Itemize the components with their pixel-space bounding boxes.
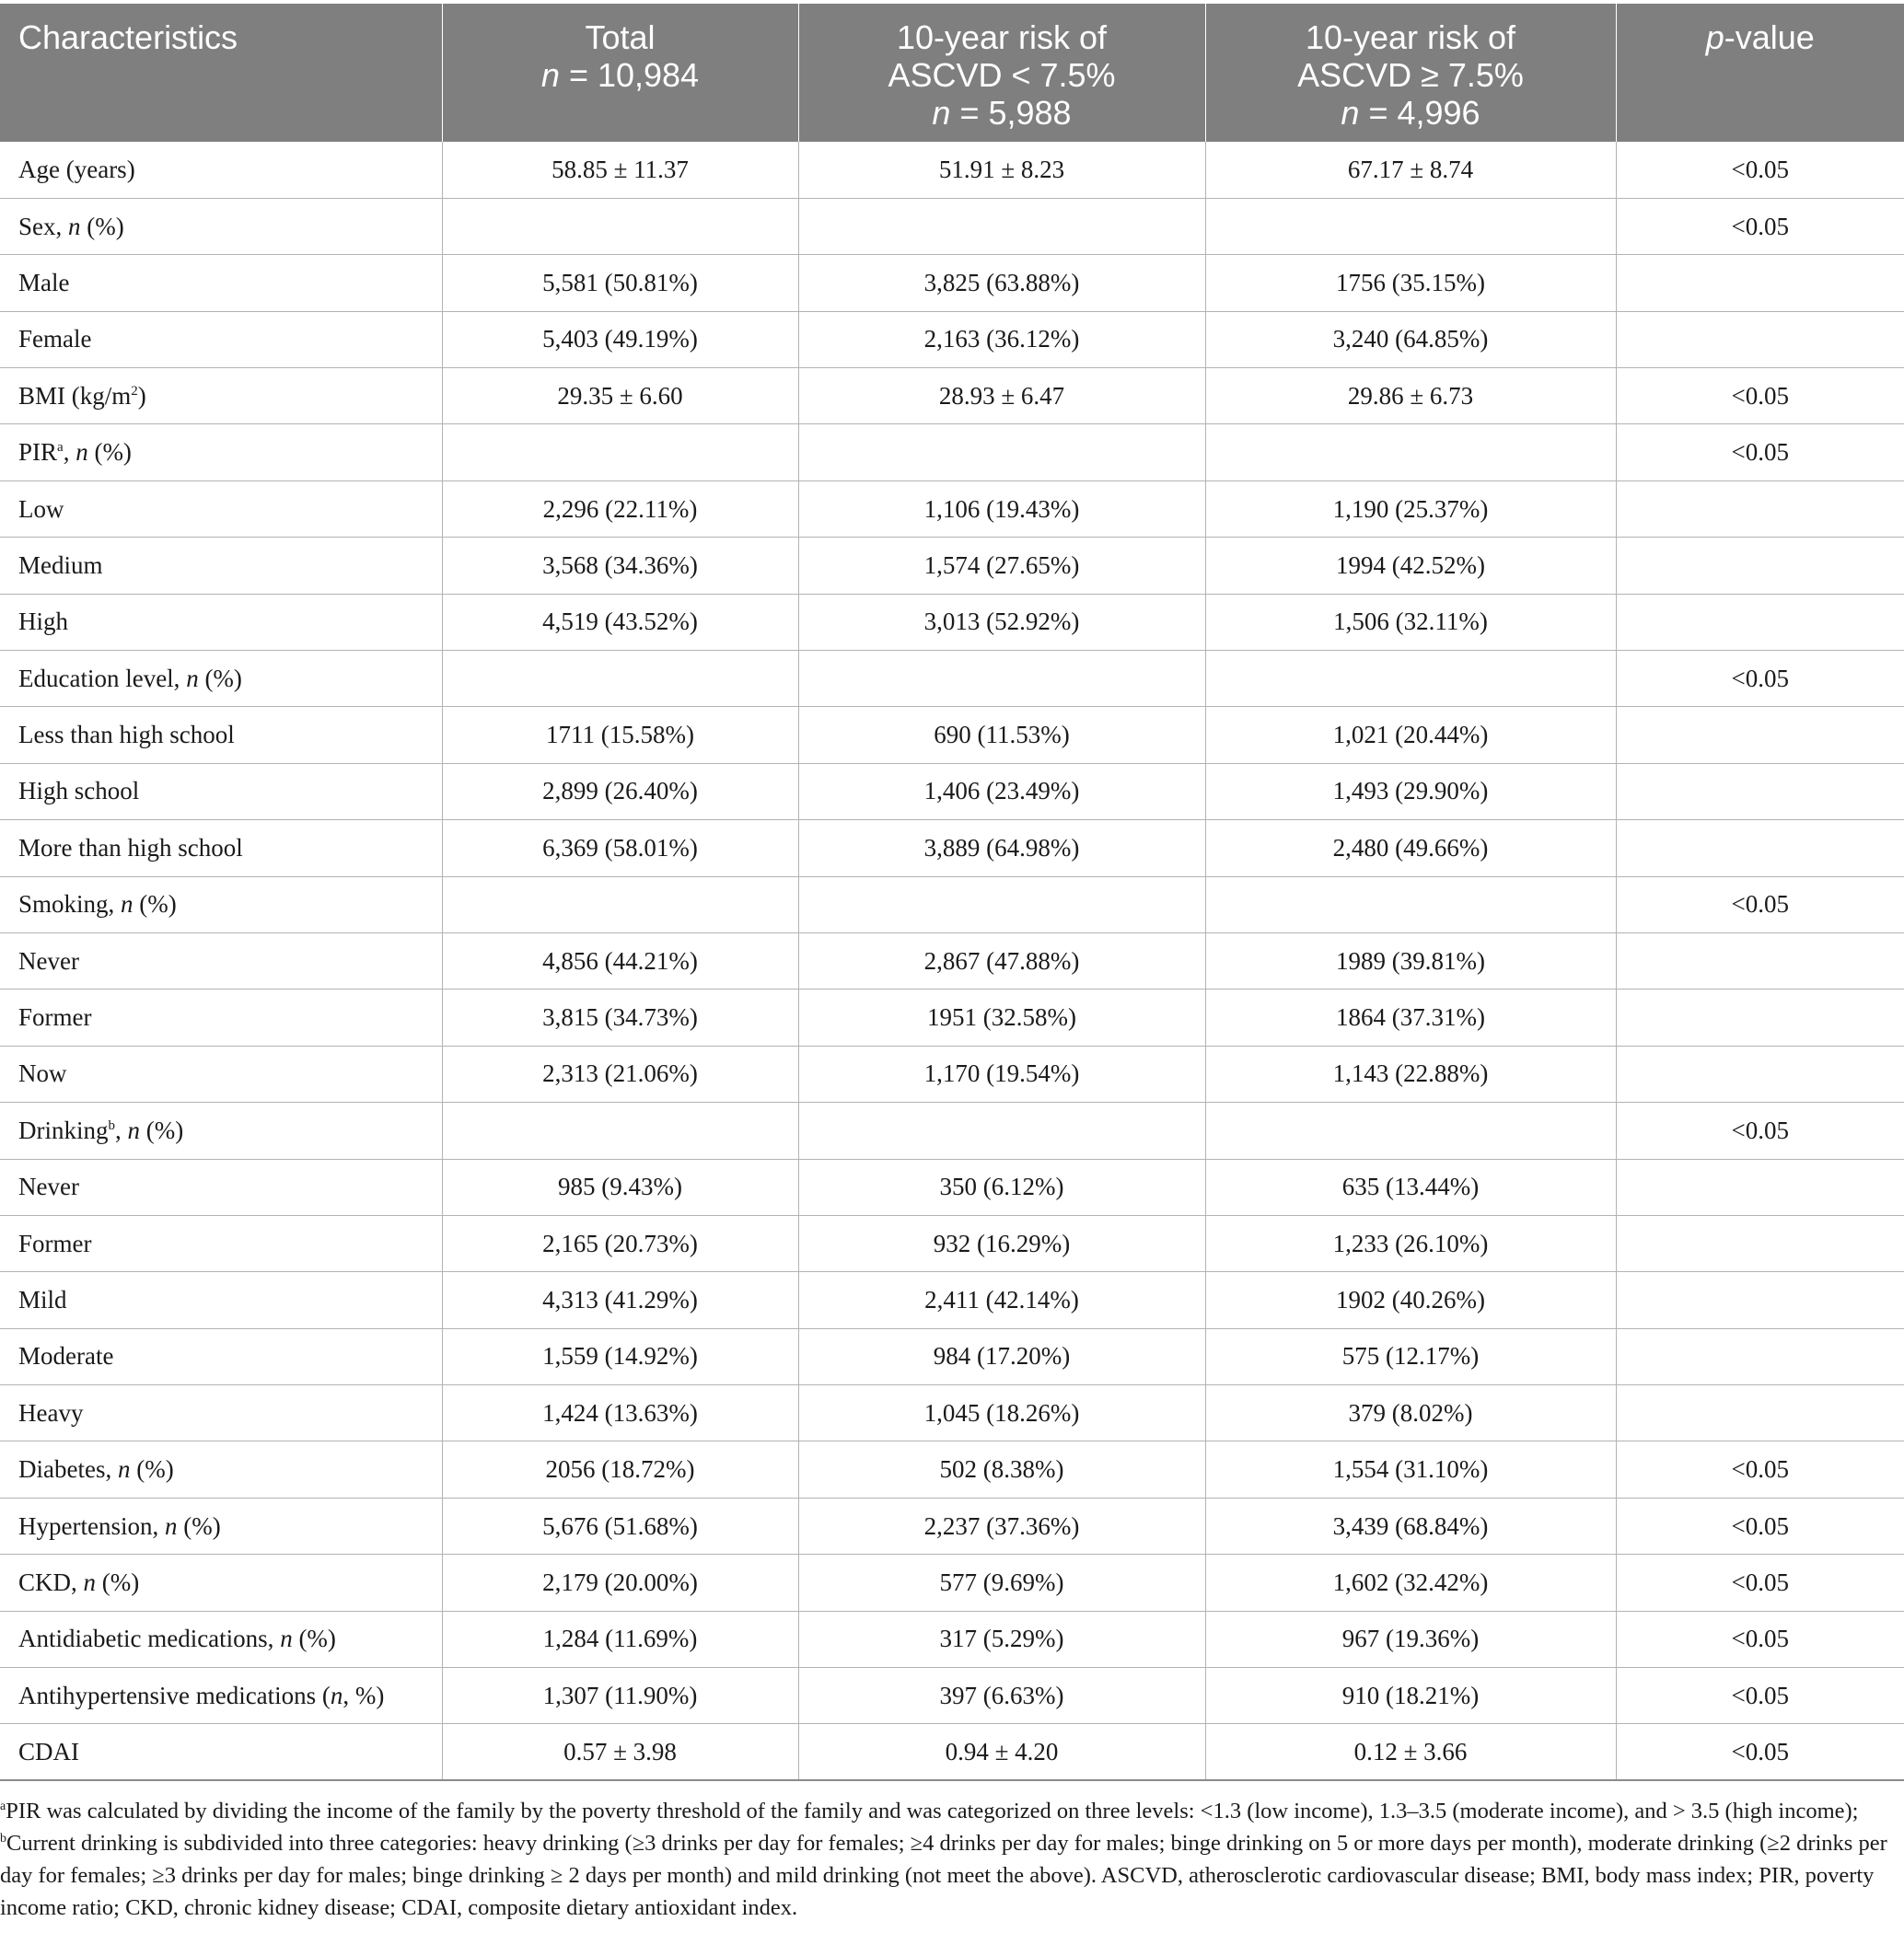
table-row bbox=[0, 1724, 1904, 1780]
row-label: PIR$^a$, n (%) bbox=[0, 424, 442, 480]
row-label: Smoking, n (%) bbox=[0, 876, 442, 932]
table-cell: 1,021 (20.44%) bbox=[1205, 707, 1616, 763]
table-cell: 577 (9.69%) bbox=[798, 1555, 1205, 1611]
table-row bbox=[0, 1441, 1904, 1498]
table-row bbox=[0, 820, 1904, 876]
column-header-line: 10-year risk of bbox=[1305, 18, 1516, 56]
table-cell: 6,369 (58.01%) bbox=[442, 820, 798, 876]
row-label: Male bbox=[0, 255, 442, 311]
table-cell: 397 (6.63%) bbox=[798, 1668, 1205, 1724]
table-cell: 1,190 (25.37%) bbox=[1205, 480, 1616, 537]
table-cell bbox=[442, 424, 798, 480]
row-label: Female bbox=[0, 311, 442, 367]
table-cell: <0.05 bbox=[1616, 876, 1904, 932]
table-cell bbox=[1616, 1215, 1904, 1271]
table-cell bbox=[1205, 651, 1616, 707]
table-cell: 3,439 (68.84%) bbox=[1205, 1498, 1616, 1554]
table-cell: 1989 (39.81%) bbox=[1205, 932, 1616, 989]
table-cell bbox=[1616, 820, 1904, 876]
table-row bbox=[0, 480, 1904, 537]
row-label: Former bbox=[0, 990, 442, 1046]
table-cell: 4,856 (44.21%) bbox=[442, 932, 798, 989]
table-cell: 2,313 (21.06%) bbox=[442, 1046, 798, 1102]
header-row bbox=[0, 4, 1904, 142]
table-cell bbox=[1616, 311, 1904, 367]
table-cell: <0.05 bbox=[1616, 1441, 1904, 1498]
table-cell: 1951 (32.58%) bbox=[798, 990, 1205, 1046]
table-row bbox=[0, 255, 1904, 311]
table-cell: 1,106 (19.43%) bbox=[798, 480, 1205, 537]
table-cell: 2,163 (36.12%) bbox=[798, 311, 1205, 367]
column-header bbox=[0, 4, 442, 142]
table-cell bbox=[1616, 594, 1904, 650]
row-label: CKD, n (%) bbox=[0, 1555, 442, 1611]
row-label: Former bbox=[0, 1215, 442, 1271]
table-cell: 1,554 (31.10%) bbox=[1205, 1441, 1616, 1498]
table-cell: 1,143 (22.88%) bbox=[1205, 1046, 1616, 1102]
column-header-line: 10-year risk of bbox=[896, 18, 1108, 56]
table-cell: 67.17 ± 8.74 bbox=[1205, 142, 1616, 198]
column-header bbox=[442, 4, 798, 142]
row-label: High bbox=[0, 594, 442, 650]
table-row bbox=[0, 142, 1904, 198]
row-label: Sex, n (%) bbox=[0, 198, 442, 254]
column-header bbox=[1205, 4, 1616, 142]
table-cell: 910 (18.21%) bbox=[1205, 1668, 1616, 1724]
table-cell bbox=[798, 876, 1205, 932]
row-label: Age (years) bbox=[0, 142, 442, 198]
table-cell: 1,233 (26.10%) bbox=[1205, 1215, 1616, 1271]
table-row bbox=[0, 1328, 1904, 1384]
row-label: High school bbox=[0, 763, 442, 819]
table-cell bbox=[442, 198, 798, 254]
row-label: Never bbox=[0, 932, 442, 989]
column-header-line: ASCVD ≥ 7.5% bbox=[1297, 56, 1524, 94]
table-cell: 58.85 ± 11.37 bbox=[442, 142, 798, 198]
table-cell: 3,240 (64.85%) bbox=[1205, 311, 1616, 367]
table-cell bbox=[1616, 538, 1904, 594]
table-cell bbox=[1616, 763, 1904, 819]
table-cell: 985 (9.43%) bbox=[442, 1159, 798, 1215]
characteristics-table bbox=[0, 4, 1904, 1781]
row-label: Drinking$^b$, n (%) bbox=[0, 1103, 442, 1159]
table-cell: <0.05 bbox=[1616, 1498, 1904, 1554]
table-cell: <0.05 bbox=[1616, 142, 1904, 198]
row-label: Antihypertensive medications (n, %) bbox=[0, 1668, 442, 1724]
table-cell bbox=[1616, 1159, 1904, 1215]
table-cell bbox=[1205, 424, 1616, 480]
table-cell: 4,519 (43.52%) bbox=[442, 594, 798, 650]
table-cell bbox=[1616, 990, 1904, 1046]
table-cell: 29.35 ± 6.60 bbox=[442, 368, 798, 424]
table-cell: 1711 (15.58%) bbox=[442, 707, 798, 763]
table-cell bbox=[1616, 1328, 1904, 1384]
row-label: Moderate bbox=[0, 1328, 442, 1384]
table-cell: 317 (5.29%) bbox=[798, 1611, 1205, 1667]
table-row bbox=[0, 1555, 1904, 1611]
table-cell: 1,406 (23.49%) bbox=[798, 763, 1205, 819]
table-row bbox=[0, 1498, 1904, 1554]
column-header-line: n = 10,984 bbox=[540, 56, 700, 94]
table-cell: 29.86 ± 6.73 bbox=[1205, 368, 1616, 424]
table-cell: 5,676 (51.68%) bbox=[442, 1498, 798, 1554]
table-cell: 350 (6.12%) bbox=[798, 1159, 1205, 1215]
table-row bbox=[0, 538, 1904, 594]
table-cell: 1,307 (11.90%) bbox=[442, 1668, 798, 1724]
table-cell: 967 (19.36%) bbox=[1205, 1611, 1616, 1667]
table-cell: <0.05 bbox=[1616, 651, 1904, 707]
table-cell bbox=[1205, 1103, 1616, 1159]
table-cell bbox=[1616, 1385, 1904, 1441]
table-container bbox=[0, 4, 1904, 1781]
row-label: Medium bbox=[0, 538, 442, 594]
table-footnote: $^a$PIR was calculated by dividing the income of the family by the poverty threshold of the family and was categorized on three levels: <1.3 (low income), 1.3–3.5 (moderate income), and > 3.5 (high income); $^b$Current drinking is subdivided into three categories: heavy drinking (≥3 drinks per day for females; ≥4 drinks per day for males; binge drinking on 5 or more days per month), moderate drinking (≥2 drinks per day for females; ≥3 drinks per day for males; binge drinking ≥ 2 days per month) and mild drinking (not meet the above). ASCVD, atherosclerotic cardiovascular disease; BMI, body mass index; PIR, poverty income ratio; CKD, chronic kidney disease; CDAI, composite dietary antioxidant index. bbox=[0, 1799, 1887, 1920]
row-label: Mild bbox=[0, 1272, 442, 1328]
table-cell: 1,424 (13.63%) bbox=[442, 1385, 798, 1441]
column-header bbox=[798, 4, 1205, 142]
table-cell bbox=[1616, 480, 1904, 537]
table-cell: 51.91 ± 8.23 bbox=[798, 142, 1205, 198]
row-label: More than high school bbox=[0, 820, 442, 876]
table-cell: 1,506 (32.11%) bbox=[1205, 594, 1616, 650]
table-cell: 2,867 (47.88%) bbox=[798, 932, 1205, 989]
table-cell: 3,013 (52.92%) bbox=[798, 594, 1205, 650]
table-cell: 690 (11.53%) bbox=[798, 707, 1205, 763]
table-row bbox=[0, 1215, 1904, 1271]
table-cell bbox=[442, 651, 798, 707]
column-header-line: Total bbox=[585, 18, 656, 56]
row-label: Hypertension, n (%) bbox=[0, 1498, 442, 1554]
table-cell: <0.05 bbox=[1616, 198, 1904, 254]
table-cell bbox=[1205, 198, 1616, 254]
table-row bbox=[0, 651, 1904, 707]
table-cell: <0.05 bbox=[1616, 1724, 1904, 1780]
table-cell: 1,045 (18.26%) bbox=[798, 1385, 1205, 1441]
table-cell: 2,480 (49.66%) bbox=[1205, 820, 1616, 876]
row-label: Heavy bbox=[0, 1385, 442, 1441]
table-cell bbox=[798, 651, 1205, 707]
table-cell: 2,165 (20.73%) bbox=[442, 1215, 798, 1271]
table-cell: 1,493 (29.90%) bbox=[1205, 763, 1616, 819]
table-row bbox=[0, 707, 1904, 763]
row-label: Now bbox=[0, 1046, 442, 1102]
table-cell: <0.05 bbox=[1616, 368, 1904, 424]
table-cell: 1,170 (19.54%) bbox=[798, 1046, 1205, 1102]
table-cell: 0.94 ± 4.20 bbox=[798, 1724, 1205, 1780]
row-label: Less than high school bbox=[0, 707, 442, 763]
table-cell bbox=[1616, 932, 1904, 989]
table-row bbox=[0, 1385, 1904, 1441]
column-header-line: ASCVD < 7.5% bbox=[888, 56, 1116, 94]
table-cell: 2,899 (26.40%) bbox=[442, 763, 798, 819]
table-cell: 3,825 (63.88%) bbox=[798, 255, 1205, 311]
column-header-line: Characteristics bbox=[18, 18, 238, 56]
table-row bbox=[0, 424, 1904, 480]
table-cell: 5,403 (49.19%) bbox=[442, 311, 798, 367]
table-cell: 2056 (18.72%) bbox=[442, 1441, 798, 1498]
table-cell: 502 (8.38%) bbox=[798, 1441, 1205, 1498]
table-row bbox=[0, 763, 1904, 819]
row-label: Antidiabetic medications, n (%) bbox=[0, 1611, 442, 1667]
table-row bbox=[0, 594, 1904, 650]
table-row bbox=[0, 1159, 1904, 1215]
column-header bbox=[1616, 4, 1904, 142]
table-cell bbox=[1205, 876, 1616, 932]
table-cell: 5,581 (50.81%) bbox=[442, 255, 798, 311]
table-cell: <0.05 bbox=[1616, 1611, 1904, 1667]
table-cell: 984 (17.20%) bbox=[798, 1328, 1205, 1384]
table-cell: 1902 (40.26%) bbox=[1205, 1272, 1616, 1328]
table-row bbox=[0, 1668, 1904, 1724]
table-row bbox=[0, 1103, 1904, 1159]
column-header-line: n = 4,996 bbox=[1341, 94, 1480, 132]
table-row bbox=[0, 932, 1904, 989]
table-row bbox=[0, 990, 1904, 1046]
table-cell bbox=[1616, 255, 1904, 311]
column-header-line: p-value bbox=[1705, 18, 1815, 56]
row-label: Low bbox=[0, 480, 442, 537]
table-row bbox=[0, 1272, 1904, 1328]
row-label: Education level, n (%) bbox=[0, 651, 442, 707]
table-body bbox=[0, 142, 1904, 1780]
table-cell bbox=[1616, 707, 1904, 763]
table-cell: 635 (13.44%) bbox=[1205, 1159, 1616, 1215]
table-cell bbox=[798, 1103, 1205, 1159]
table-cell: 1,574 (27.65%) bbox=[798, 538, 1205, 594]
table-cell bbox=[798, 198, 1205, 254]
table-cell: <0.05 bbox=[1616, 1103, 1904, 1159]
table-cell bbox=[442, 876, 798, 932]
row-label: BMI $(kg/m^2)$ bbox=[0, 368, 442, 424]
table-row bbox=[0, 198, 1904, 254]
table-cell: 1,284 (11.69%) bbox=[442, 1611, 798, 1667]
table-cell bbox=[442, 1103, 798, 1159]
table-cell: <0.05 bbox=[1616, 1668, 1904, 1724]
table-cell: 2,296 (22.11%) bbox=[442, 480, 798, 537]
table-cell: <0.05 bbox=[1616, 1555, 1904, 1611]
table-cell: 575 (12.17%) bbox=[1205, 1328, 1616, 1384]
table-row bbox=[0, 311, 1904, 367]
table-cell: 3,815 (34.73%) bbox=[442, 990, 798, 1046]
table-cell: 1756 (35.15%) bbox=[1205, 255, 1616, 311]
table-cell: 1864 (37.31%) bbox=[1205, 990, 1616, 1046]
table-cell: 4,313 (41.29%) bbox=[442, 1272, 798, 1328]
table-cell: 2,179 (20.00%) bbox=[442, 1555, 798, 1611]
table-cell: 1994 (42.52%) bbox=[1205, 538, 1616, 594]
table-cell: 0.57 ± 3.98 bbox=[442, 1724, 798, 1780]
table-row bbox=[0, 368, 1904, 424]
table-cell bbox=[1616, 1272, 1904, 1328]
table-header bbox=[0, 4, 1904, 142]
table-cell bbox=[798, 424, 1205, 480]
table-cell: 1,602 (32.42%) bbox=[1205, 1555, 1616, 1611]
table-cell: 3,568 (34.36%) bbox=[442, 538, 798, 594]
table-cell: 2,237 (37.36%) bbox=[798, 1498, 1205, 1554]
table-cell bbox=[1616, 1046, 1904, 1102]
table-cell: 379 (8.02%) bbox=[1205, 1385, 1616, 1441]
table-row bbox=[0, 1611, 1904, 1667]
row-label: Never bbox=[0, 1159, 442, 1215]
row-label: CDAI bbox=[0, 1724, 442, 1780]
table-cell: 2,411 (42.14%) bbox=[798, 1272, 1205, 1328]
row-label: Diabetes, n (%) bbox=[0, 1441, 442, 1498]
table-cell: 28.93 ± 6.47 bbox=[798, 368, 1205, 424]
table-cell: 932 (16.29%) bbox=[798, 1215, 1205, 1271]
table-cell: 0.12 ± 3.66 bbox=[1205, 1724, 1616, 1780]
table-row bbox=[0, 876, 1904, 932]
table-cell: 3,889 (64.98%) bbox=[798, 820, 1205, 876]
table-cell: <0.05 bbox=[1616, 424, 1904, 480]
column-header-line: n = 5,988 bbox=[932, 94, 1072, 132]
table-row bbox=[0, 1046, 1904, 1102]
table-cell: 1,559 (14.92%) bbox=[442, 1328, 798, 1384]
